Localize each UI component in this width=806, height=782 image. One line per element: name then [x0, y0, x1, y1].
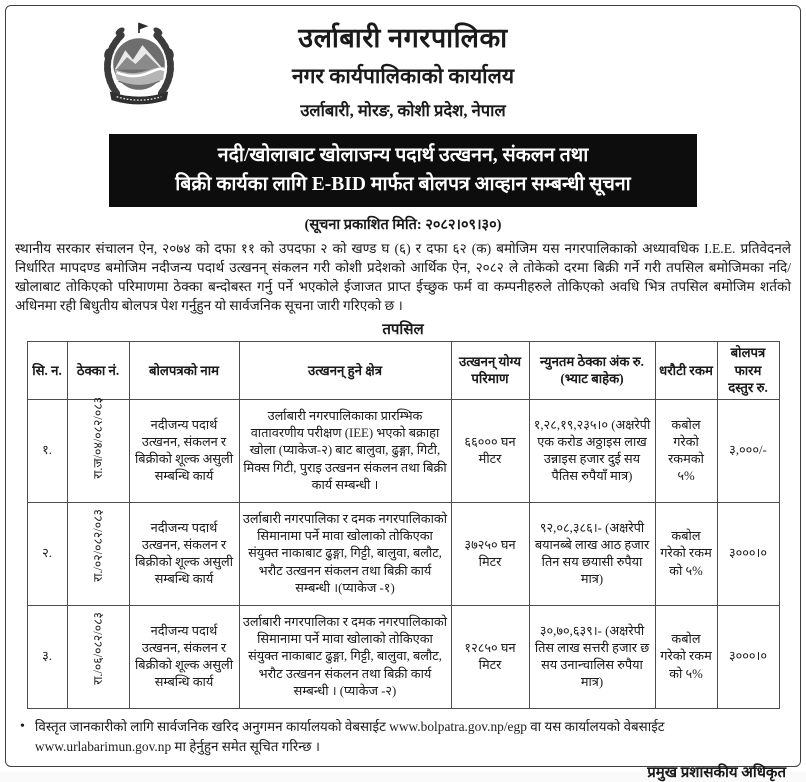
tender-table: [27, 341, 780, 709]
col-header-area: उत्खनन् हुने क्षेत्र: [239, 341, 451, 399]
table-title: तपसिल: [382, 321, 424, 338]
cell-form-fee: ३०००।०: [717, 503, 779, 606]
cell-deposit: कबोल गरेको रकमको ५%: [655, 400, 717, 503]
cell-min-amount: ३०,७०,६३९।- (अक्षरेपी तिस लाख सत्तरी हजार छ सय उनान्चालिस रुपैया मात्र): [529, 606, 655, 709]
col-header-contract-no: ठेक्का नं.: [67, 341, 129, 399]
cell-area: उर्लाबारी नगरपालिकाका प्रारम्भिक वातावरणीय परीक्षण (IEE) भएको बक्राहा खोला (प्याकेज-२) बाट बालुवा, ढुङ्गा, गिटी, मिक्स गिटी, पुराइ उत्खनन संकलन तथा बिक्री कार्य सम्बन्धी ।: [239, 400, 451, 503]
table-row: [27, 606, 779, 709]
col-header-deposit: धरौटी रकम: [655, 341, 717, 399]
footnote-text: विस्तृत जानकारीको लागि सार्वजनिक खरिद अनुगमन कार्यालयको वेबसाईट www.bolpatra.gov.np/egp वा यस कार्यालयको वेबसाईट www.urlabarimun.gov.np मा हेर्नुहुन समेत सूचित गरिन्छ ।: [34, 719, 665, 754]
table-row: [27, 503, 779, 606]
cell-quantity: १२८५० घन मिटर: [451, 606, 529, 709]
office-address: उर्लाबारी, मोरङ, कोशी प्रदेश, नेपाल: [300, 101, 506, 120]
cell-quantity: ६६००० घन मीटर: [451, 400, 529, 503]
intro-paragraph: स्थानीय सरकार संचालन ऐन, २०७४ को दफा ११ को उपदफा २ को खण्ड घ (६) र दफा ६२ (क) बमोजिम यस नगरपालिकाको अध्यावधिक I.E.E. प्रतिवेदनले निर्धारित मापदण्ड बमोजिम नदीजन्य पदार्थ उत्खनन् संकलन गरी कोशी प्रदेशको आर्थिक ऐन, २०८२ ले तोकेको दरमा बिक्री गर्ने गरी तपसिल बमोजिमका नदि/खोलाबाट तोकिएको परिमाणमा ठेक्का बन्दोबस्त गर्नु पर्ने भएकोले ईजाजत प्राप्त ईच्छुक फर्म वा कम्पनीहरुले तोकिएको अवधि भित्र तपसिल बमोजिम शर्तको अधिनमा रही बिधुतीय बोलपत्र पेश गर्नुहुन यो सार्वजनिक सूचना जारी गरिएको छ ।: [15, 240, 791, 314]
cell-contract-no: रा./०२/०८२/०८३: [67, 503, 129, 606]
cell-deposit: कबोल गरेको रकम को ५%: [655, 503, 717, 606]
municipality-seal-icon: [96, 18, 182, 110]
cell-form-fee: ३०००।०: [717, 606, 779, 709]
cell-sn: १.: [27, 400, 67, 503]
cell-bid-name: नदीजन्य पदार्थ उत्खनन, संकलन र बिक्रीको शूल्क असुली सम्बन्धि कार्य: [129, 503, 239, 606]
office-name: नगर कार्यपालिकाको कार्यालय: [291, 64, 515, 88]
cell-quantity: ३७२५० घन मिटर: [451, 503, 529, 606]
cell-sn: २.: [27, 503, 67, 606]
col-header-quantity: उत्खनन् योग्य परिमाण: [451, 341, 529, 399]
cell-contract-no: रा.ज/०४/०८२/०८३: [67, 400, 129, 503]
col-header-sn: सि. न.: [27, 341, 67, 399]
cell-deposit: कबोल गरेको रकम को ५%: [655, 606, 717, 709]
cell-min-amount: ९२,०८,३८६।- (अक्षरेपी बयानब्बे लाख आठ हजार तिन सय छयासी रुपैया मात्र): [529, 503, 655, 606]
signature-title: प्रमुख प्रशासकीय अधिकृत: [647, 765, 786, 781]
letterhead: [14, 16, 792, 122]
notice-title-banner: [109, 134, 697, 207]
published-date: (सूचना प्रकाशित मिति: २०८२।०९।३०): [304, 216, 502, 233]
page-border-frame: [5, 5, 801, 781]
notice-title-line1: नदी/खोलाबाट खोलाजन्य पदार्थ उत्खनन, संकलन तथा: [217, 145, 589, 166]
table-row: [27, 400, 779, 503]
cell-bid-name: नदीजन्य पदार्थ उत्खनन, संकलन र बिक्रीको शूल्क असुली सम्बन्धि कार्य: [129, 606, 239, 709]
notice-title-line2: बिक्री कार्यका लागि E-BID मार्फत बोलपत्र आव्हान सम्बन्धी सूचना: [175, 174, 631, 196]
cell-area: उर्लाबारी नगरपालिका र दमक नगरपालिकाको सिमानामा पर्ने मावा खोलाको तोकिएका संयुक्त नाकाबाट ढुङ्गा, गिट्टी, बालुवा, बलौट, भरौट उत्खनन संकलन तथा बिक्री कार्य सम्बन्धी । (प्याकेज -२): [239, 606, 451, 709]
col-header-min-amount: न्युनतम ठेक्का अंक रु. (भ्याट बाहेक): [529, 341, 655, 399]
cell-form-fee: ३,०००/-: [717, 400, 779, 503]
col-header-bid-name: बोलपत्रको नाम: [129, 341, 239, 399]
bullet-icon: •: [20, 719, 25, 735]
cell-sn: ३.: [27, 606, 67, 709]
cell-area: उर्लाबारी नगरपालिका र दमक नगरपालिकाको सिमानामा पर्ने मावा खोलाको तोकिएका संयुक्त नाकाबाट ढुङ्गा, गिट्टी, बालुवा, बलौट, भरौट उत्खनन संकलन तथा बिक्री कार्य सम्बन्धी ।(प्याकेज -१): [239, 503, 451, 606]
cell-bid-name: नदीजन्य पदार्थ उत्खनन, संकलन र बिक्रीको शूल्क असुली सम्बन्धि कार्य: [129, 400, 239, 503]
cell-min-amount: १,२८,१९,२३५।० (अक्षरेपी एक करोड अठ्ठाइस लाख उन्नाइस हजार दुई सय पैतिस रुपैयाँ मात्र): [529, 400, 655, 503]
table-header-row: [27, 341, 779, 399]
col-header-form-fee: बोलपत्र फारम दस्तुर रु.: [717, 341, 779, 399]
footnote: [20, 717, 790, 756]
cell-contract-no: रा./०६/०८२/०८३: [67, 606, 129, 709]
municipality-name: उर्लाबारी नगरपालिका: [298, 23, 508, 53]
